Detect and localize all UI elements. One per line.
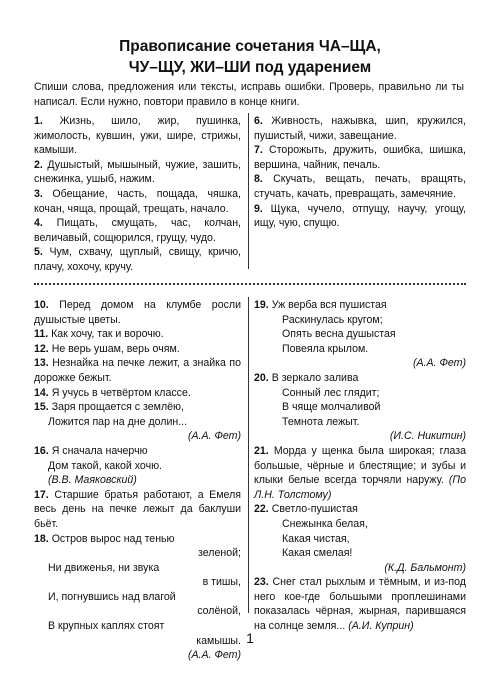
exercise-9: 9. Щука, чучело, отпущу, научу, угощу, ищу, чую, спущю.	[254, 202, 466, 230]
bottom-left-column	[34, 298, 241, 663]
author-mayakovsky: (В.В. Маяковский)	[48, 474, 137, 487]
exercise-10: 10. Перед домом на клумбе росли душыстые цветы.	[34, 299, 241, 326]
exercise-19: 19. Уж верба вся пушистая Раскинулась кругом; Опять весна душыстая Повеяла крылом. (А.А. Фет)	[254, 299, 466, 370]
author-nikitin: (И.С. Никитин)	[389, 430, 466, 443]
exercise-4: 4. Пищать, смущать, час, колчан, величавый, сощюрился, грущу, чудо.	[34, 217, 241, 244]
author-fet: (А.А. Фет)	[187, 649, 241, 662]
exercise-15: 15. Заря прощается с землёю, Ложится пар на дне долин... (А.А. Фет)	[34, 401, 241, 443]
exercise-11: 11. Как хочу, так и ворочю.	[34, 328, 164, 341]
exercise-12: 12. Не верь ушам, верь очям.	[34, 342, 180, 355]
exercise-13: 13. Незнайка на печке лежит, а знайка по дорожке бежыт.	[34, 357, 241, 384]
exercise-5: 5. Чум, схвачу, щуплый, свищу, кричю, плачу, хохочу, кручу.	[34, 246, 241, 273]
column-divider-bottom	[248, 297, 249, 613]
exercise-16: 16. Я сначала начерчю Дом такой, какой хочю. (В.В. Маяковский)	[34, 444, 241, 488]
exercise-14: 14. Я учусь в четвёртом классе.	[34, 386, 191, 399]
author-kuprin: (А.И. Куприн)	[348, 620, 414, 633]
author-tolstoy: (По Л.Н. Толстому)	[254, 474, 466, 501]
exercise-8: 8. Скучать, вещать, печать, вращять, стучать, качать, превращать, замечяние.	[254, 173, 466, 200]
exercise-18: 18. Остров вырос над тенью зеленой; Ни движенья, ни звука в тишы, И, погнувшись над влагой солёной, В крупных каплях стоят камышы. (А.А. Фет)	[34, 532, 241, 662]
page-number: 1	[246, 630, 254, 646]
exercise-20: 20. В зеркало залива Сонный лес глядит; В чяще молчаливой Темнота лежыт. (И.С. Никитин)	[254, 371, 466, 443]
author-balmont: (К.Д. Бальмонт)	[384, 561, 466, 574]
author-fet: (А.А. Фет)	[187, 430, 241, 443]
exercise-3: 3. Обещание, часть, пощада, чяшка, кочан, чяща, прощай, трещать, начало.	[34, 187, 241, 215]
exercise-7: 7. Сторожыть, дружить, ошибка, шишка, вершина, чайник, печаль.	[254, 144, 466, 171]
exercise-21: 21. Морда у щенка была широкая; глаза большые, чёрные и блестящие; и зубы и клыки белые всегда торчяли наружу. (По Л.Н. Толстому)	[254, 444, 466, 501]
exercise-1: 1. Жизнь, шило, жир, пушинка, жимолость, кувшин, ужи, шире, стрижы, камыши.	[34, 115, 242, 157]
exercise-6: 6. Живность, нажывка, шип, кружился, пушистый, чижи, завещание.	[254, 115, 466, 142]
exercise-22: 22. Светло-пушистая Снежынка белая, Какая чистая, Какая смелая! (К.Д. Бальмонт)	[254, 503, 466, 574]
page-title	[0, 36, 500, 78]
instructions: Спиши слова, предложения или тексты, исправь ошибки. Проверь, правильно ли ты написал. Если нужно, повтори правило в конце книги.	[34, 81, 464, 108]
top-left-column	[34, 114, 241, 275]
dotted-separator	[34, 283, 466, 285]
author-fet: (А.А. Фет)	[412, 357, 466, 370]
title-line-1: Правописание сочетания ЧА–ЩА,	[119, 38, 381, 55]
title-line-2: ЧУ–ЩУ, ЖИ–ШИ под ударением	[128, 59, 372, 76]
bottom-right-column	[254, 298, 466, 634]
column-divider-top	[248, 113, 249, 269]
exercise-17: 17. Старшие братья работают, а Емеля весь день на печке лежыт да баклуши бьёт.	[34, 488, 241, 530]
exercise-23: 23. Снег стал рыхлым и тёмным, и из-под него кое-где большыми проплешинами показалась чёрная, жырная, парившаяся на солнце земля... (А.И. Куприн)	[254, 576, 466, 633]
exercise-2: 2. Душыстый, мышыный, чужие, зашить, снежинка, ушыб, нажим.	[34, 158, 241, 186]
top-right-column	[254, 114, 466, 231]
